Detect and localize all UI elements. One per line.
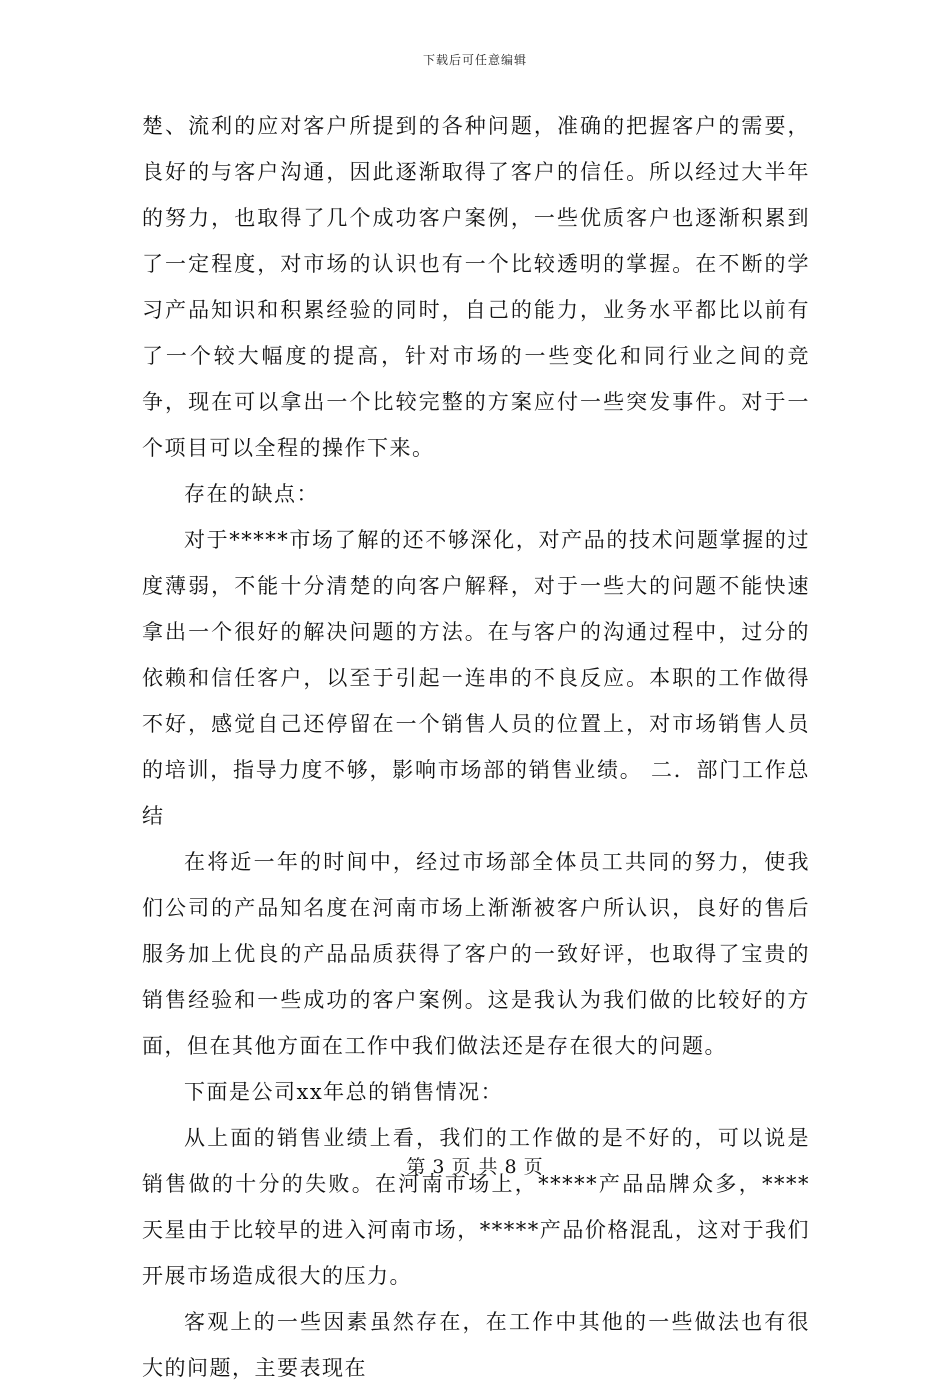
page-header: 下载后可任意编辑	[422, 53, 527, 67]
footer-label-pages: 页	[523, 1156, 544, 1178]
current-page-number: 3	[432, 1156, 446, 1178]
footer-label-of: 页 共	[451, 1156, 499, 1178]
footer-label-page: 第	[406, 1156, 427, 1178]
page-footer	[0, 1155, 950, 1179]
paragraph-department-summary: 在将近一年的时间中，经过市场部全体员工共同的努力，使我们公司的产品知名度在河南市场上渐渐被客户所认识，良好的售后服务加上优良的产品品质获得了客户的一致好评，也取得了宝贵的销售经验和一些成功的客户案例。这是我认为我们做的比较好的方面，但在其他方面在工作中我们做法还是存在很大的问题。	[142, 850, 810, 1058]
paragraph-problems: 客观上的一些因素虽然存在，在工作中其他的一些做法也有很大的问题，主要表现在	[142, 1310, 810, 1380]
paragraph-sales-intro: 下面是公司xx年总的销售情况：	[184, 1080, 504, 1104]
paragraph-shortcomings-heading: 存在的缺点：	[184, 482, 319, 506]
document-body	[142, 103, 810, 1391]
paragraph-shortcomings: 对于*****市场了解的还不够深化，对产品的技术问题掌握的过度薄弱，不能十分清楚的向客户解释，对于一些大的问题不能快速拿出一个很好的解决问题的方法。在与客户的沟通过程中，过分的依赖和信任客户，以至于引起一连串的不良反应。本职的工作做得不好，感觉自己还停留在一个销售人员的位置上，对市场销售人员的培训，指导力度不够，影响市场部的销售业绩。 二．部门工作总结	[142, 528, 810, 828]
paragraph-sales-analysis: 从上面的销售业绩上看，我们的工作做的是不好的，可以说是销售做的十分的失败。在河南市场上，*****产品品牌众多，****天星由于比较早的进入河南市场，*****产品价格混乱，这对于我们开展市场造成很大的压力。	[142, 1126, 810, 1288]
paragraph-continuation: 楚、流利的应对客户所提到的各种问题，准确的把握客户的需要，良好的与客户沟通，因此逐渐取得了客户的信任。所以经过大半年的努力，也取得了几个成功客户案例，一些优质客户也逐渐积累到了一定程度，对市场的认识也有一个比较透明的掌握。在不断的学习产品知识和积累经验的同时，自己的能力，业务水平都比以前有了一个较大幅度的提高，针对市场的一些变化和同行业之间的竞争，现在可以拿出一个比较完整的方案应付一些突发事件。对于一个项目可以全程的操作下来。	[142, 114, 810, 460]
total-page-number: 8	[504, 1156, 518, 1178]
